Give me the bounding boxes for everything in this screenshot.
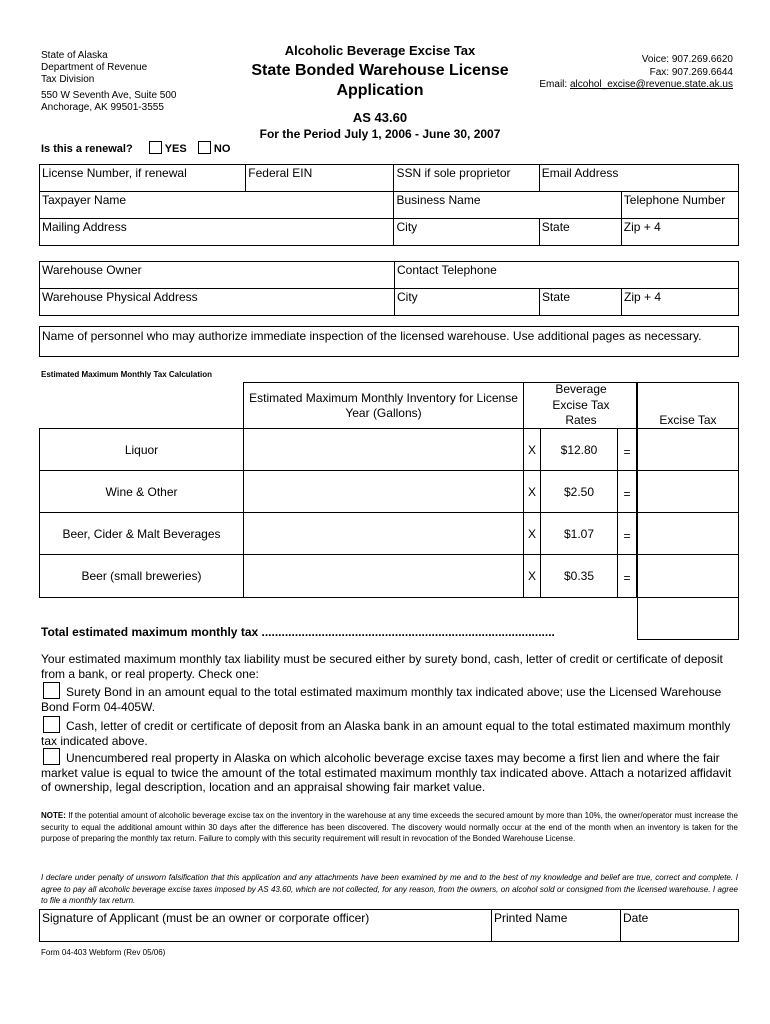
warehouse-owner-field[interactable]: Warehouse Owner <box>40 262 395 289</box>
equals-sign: = <box>623 486 631 501</box>
form-title-line-2: Application <box>336 82 424 99</box>
taxpayer-name-field[interactable]: Taxpayer Name <box>40 192 394 219</box>
security-option-1 <box>41 682 741 714</box>
note-paragraph <box>41 810 738 845</box>
ssn-field[interactable]: SSN if sole proprietor <box>394 165 539 192</box>
mailing-state-field[interactable]: State <box>539 219 621 246</box>
times-sign: X <box>527 526 536 541</box>
security-option-3 <box>41 748 741 795</box>
calc-row-liquor <box>39 428 637 471</box>
warehouse-zip-field[interactable]: Zip + 4 <box>622 289 739 316</box>
times-sign: X <box>527 442 536 457</box>
business-name-field[interactable]: Business Name <box>394 192 621 219</box>
rate-value: $0.35 <box>540 555 618 597</box>
rate-value: $1.07 <box>540 513 618 554</box>
personnel-field[interactable] <box>39 326 739 357</box>
declaration: I declare under penalty of unsworn falsification that this application and any attachments have been examined by me and to the best of my knowledge and belief are true, correct and complete. I agree to pay all alcoholic beverage excise taxes imposed by AS 43.60, which are not collected, for any reason, from the owners, on alcohol sold or consigned from the licensed warehouse. I agree to file a monthly tax return. <box>41 873 738 905</box>
telephone-number-field[interactable]: Telephone Number <box>621 192 738 219</box>
date-field[interactable]: Date <box>621 910 739 942</box>
fax: Fax: 907.269.6644 <box>649 66 733 78</box>
warehouse-city-field[interactable]: City <box>395 289 540 316</box>
contact-block <box>539 54 733 92</box>
agency-line-3: Tax Division <box>41 74 95 85</box>
security-option-2 <box>41 716 741 748</box>
inventory-input[interactable] <box>243 471 524 512</box>
contact-telephone-field[interactable]: Contact Telephone <box>395 262 739 289</box>
printed-name-field[interactable]: Printed Name <box>492 910 621 942</box>
inventory-input[interactable] <box>243 513 524 554</box>
signature-field[interactable]: Signature of Applicant (must be an owner or corporate officer) <box>40 910 492 942</box>
renewal-question: Is this a renewal? <box>41 143 133 155</box>
surety-bond-label: Surety Bond in an amount equal to the total estimated maximum monthly tax indicated above; use the Licensed Warehouse Bond Form 04-405W. <box>41 685 722 714</box>
email-address-field[interactable]: Email Address <box>539 165 738 192</box>
calc-category: Beer, Cider & Malt Beverages <box>62 526 221 541</box>
total-tax-label: Total estimated maximum monthly tax ........................................................................................ <box>41 625 555 639</box>
warehouse-state-field[interactable]: State <box>540 289 622 316</box>
renewal-yes-checkbox[interactable] <box>149 141 162 154</box>
renewal-no-checkbox[interactable] <box>198 141 211 154</box>
address-line-1: 550 W Seventh Ave, Suite 500 <box>41 90 177 101</box>
agency-line-1: State of Alaska <box>41 50 108 61</box>
license-number-field[interactable]: License Number, if renewal <box>40 165 246 192</box>
calc-row-beer-cider <box>39 512 637 555</box>
times-sign: X <box>527 569 536 583</box>
total-tax-input[interactable] <box>638 598 738 639</box>
beer-tax-input[interactable] <box>638 513 738 553</box>
equals-sign: = <box>623 571 631 585</box>
real-property-checkbox[interactable] <box>43 748 60 765</box>
liquor-tax-input[interactable] <box>638 429 738 469</box>
calc-category: Beer (small breweries) <box>81 569 202 583</box>
inventory-input[interactable] <box>243 555 524 597</box>
small-brewery-tax-input[interactable] <box>638 555 738 596</box>
form-subtitle: Alcoholic Beverage Excise Tax <box>284 43 476 58</box>
calc-category: Liquor <box>124 442 159 457</box>
mailing-zip-field[interactable]: Zip + 4 <box>621 219 738 246</box>
security-intro: Your estimated maximum monthly tax liability must be secured either by surety bond, cash, letter of credit or certificate of deposit from a bank, or real property. Check one: <box>41 652 723 681</box>
email-link[interactable]: alcohol_excise@revenue.state.ak.us <box>569 79 733 90</box>
equals-sign: = <box>623 444 631 459</box>
calc-row-wine <box>39 470 637 513</box>
form-title-line-1: State Bonded Warehouse License <box>251 62 509 79</box>
calc-row-small-breweries <box>39 554 637 598</box>
surety-bond-checkbox[interactable] <box>43 682 60 699</box>
calc-section-title: Estimated Maximum Monthly Tax Calculation <box>41 370 212 379</box>
renewal-no-label: NO <box>213 143 231 155</box>
rate-value: $2.50 <box>540 471 618 512</box>
inventory-column-header: Estimated Maximum Monthly Inventory for License Year (Gallons) <box>243 382 524 428</box>
inventory-input[interactable] <box>243 429 524 470</box>
warehouse-table <box>39 261 739 316</box>
email-label: Email: <box>539 79 568 90</box>
note-label: NOTE: <box>41 811 66 820</box>
personnel-label: Name of personnel who may authorize immediate inspection of the licensed warehouse. Use additional pages as necessary. <box>42 329 702 343</box>
note-text: If the potential amount of alcoholic beverage excise tax on the inventory in the warehouse at any time exceeds the secured amount by more than 10%, the owner/operator must increase the security to equal the additional amount within 30 days after the difference has been discovered. The discovery would normally occur at the end of the month when an inventory is taken for the purpose of preparing the monthly tax return. Failure to comply with this security requirement will result in revocation of the Bonded Warehouse License. <box>41 811 738 843</box>
form-number: Form 04-403 Webform (Rev 05/06) <box>41 948 166 957</box>
rates-column-header: Beverage Excise Tax Rates <box>552 382 610 427</box>
cash-checkbox[interactable] <box>43 716 60 733</box>
agency-block <box>41 50 176 114</box>
agency-line-2: Department of Revenue <box>41 62 148 73</box>
warehouse-address-field[interactable]: Warehouse Physical Address <box>40 289 395 316</box>
taxpayer-table <box>39 164 739 246</box>
statute: AS 43.60 <box>352 110 408 125</box>
voice: Voice: 907.269.6620 <box>641 54 733 65</box>
renewal-yes-label: YES <box>164 143 187 155</box>
period: For the Period July 1, 2006 - June 30, 2007 <box>259 127 501 141</box>
rate-value: $12.80 <box>540 429 618 470</box>
times-sign: X <box>527 484 536 499</box>
equals-sign: = <box>623 528 631 543</box>
address-line-2: Anchorage, AK 99501-3555 <box>41 102 164 113</box>
renewal-row <box>41 141 230 155</box>
excise-tax-header: Excise Tax <box>659 413 717 427</box>
federal-ein-field[interactable]: Federal EIN <box>246 165 394 192</box>
mailing-city-field[interactable]: City <box>394 219 539 246</box>
wine-tax-input[interactable] <box>638 471 738 511</box>
mailing-address-field[interactable]: Mailing Address <box>40 219 394 246</box>
cash-label: Cash, letter of credit or certificate of deposit from an Alaska bank in an amount equal to the total estimated maximum monthly tax indicated above. <box>41 719 731 748</box>
signature-table <box>39 909 739 942</box>
calc-category: Wine & Other <box>105 484 178 499</box>
real-property-label: Unencumbered real property in Alaska on which alcoholic beverage excise taxes may become a first lien and where the fair market value is equal to twice the amount of the total estimated maximum monthly tax indicated above. Attach a notarized affidavit of ownership, legal description, location and an appraisal showing fair market value. <box>41 751 732 794</box>
